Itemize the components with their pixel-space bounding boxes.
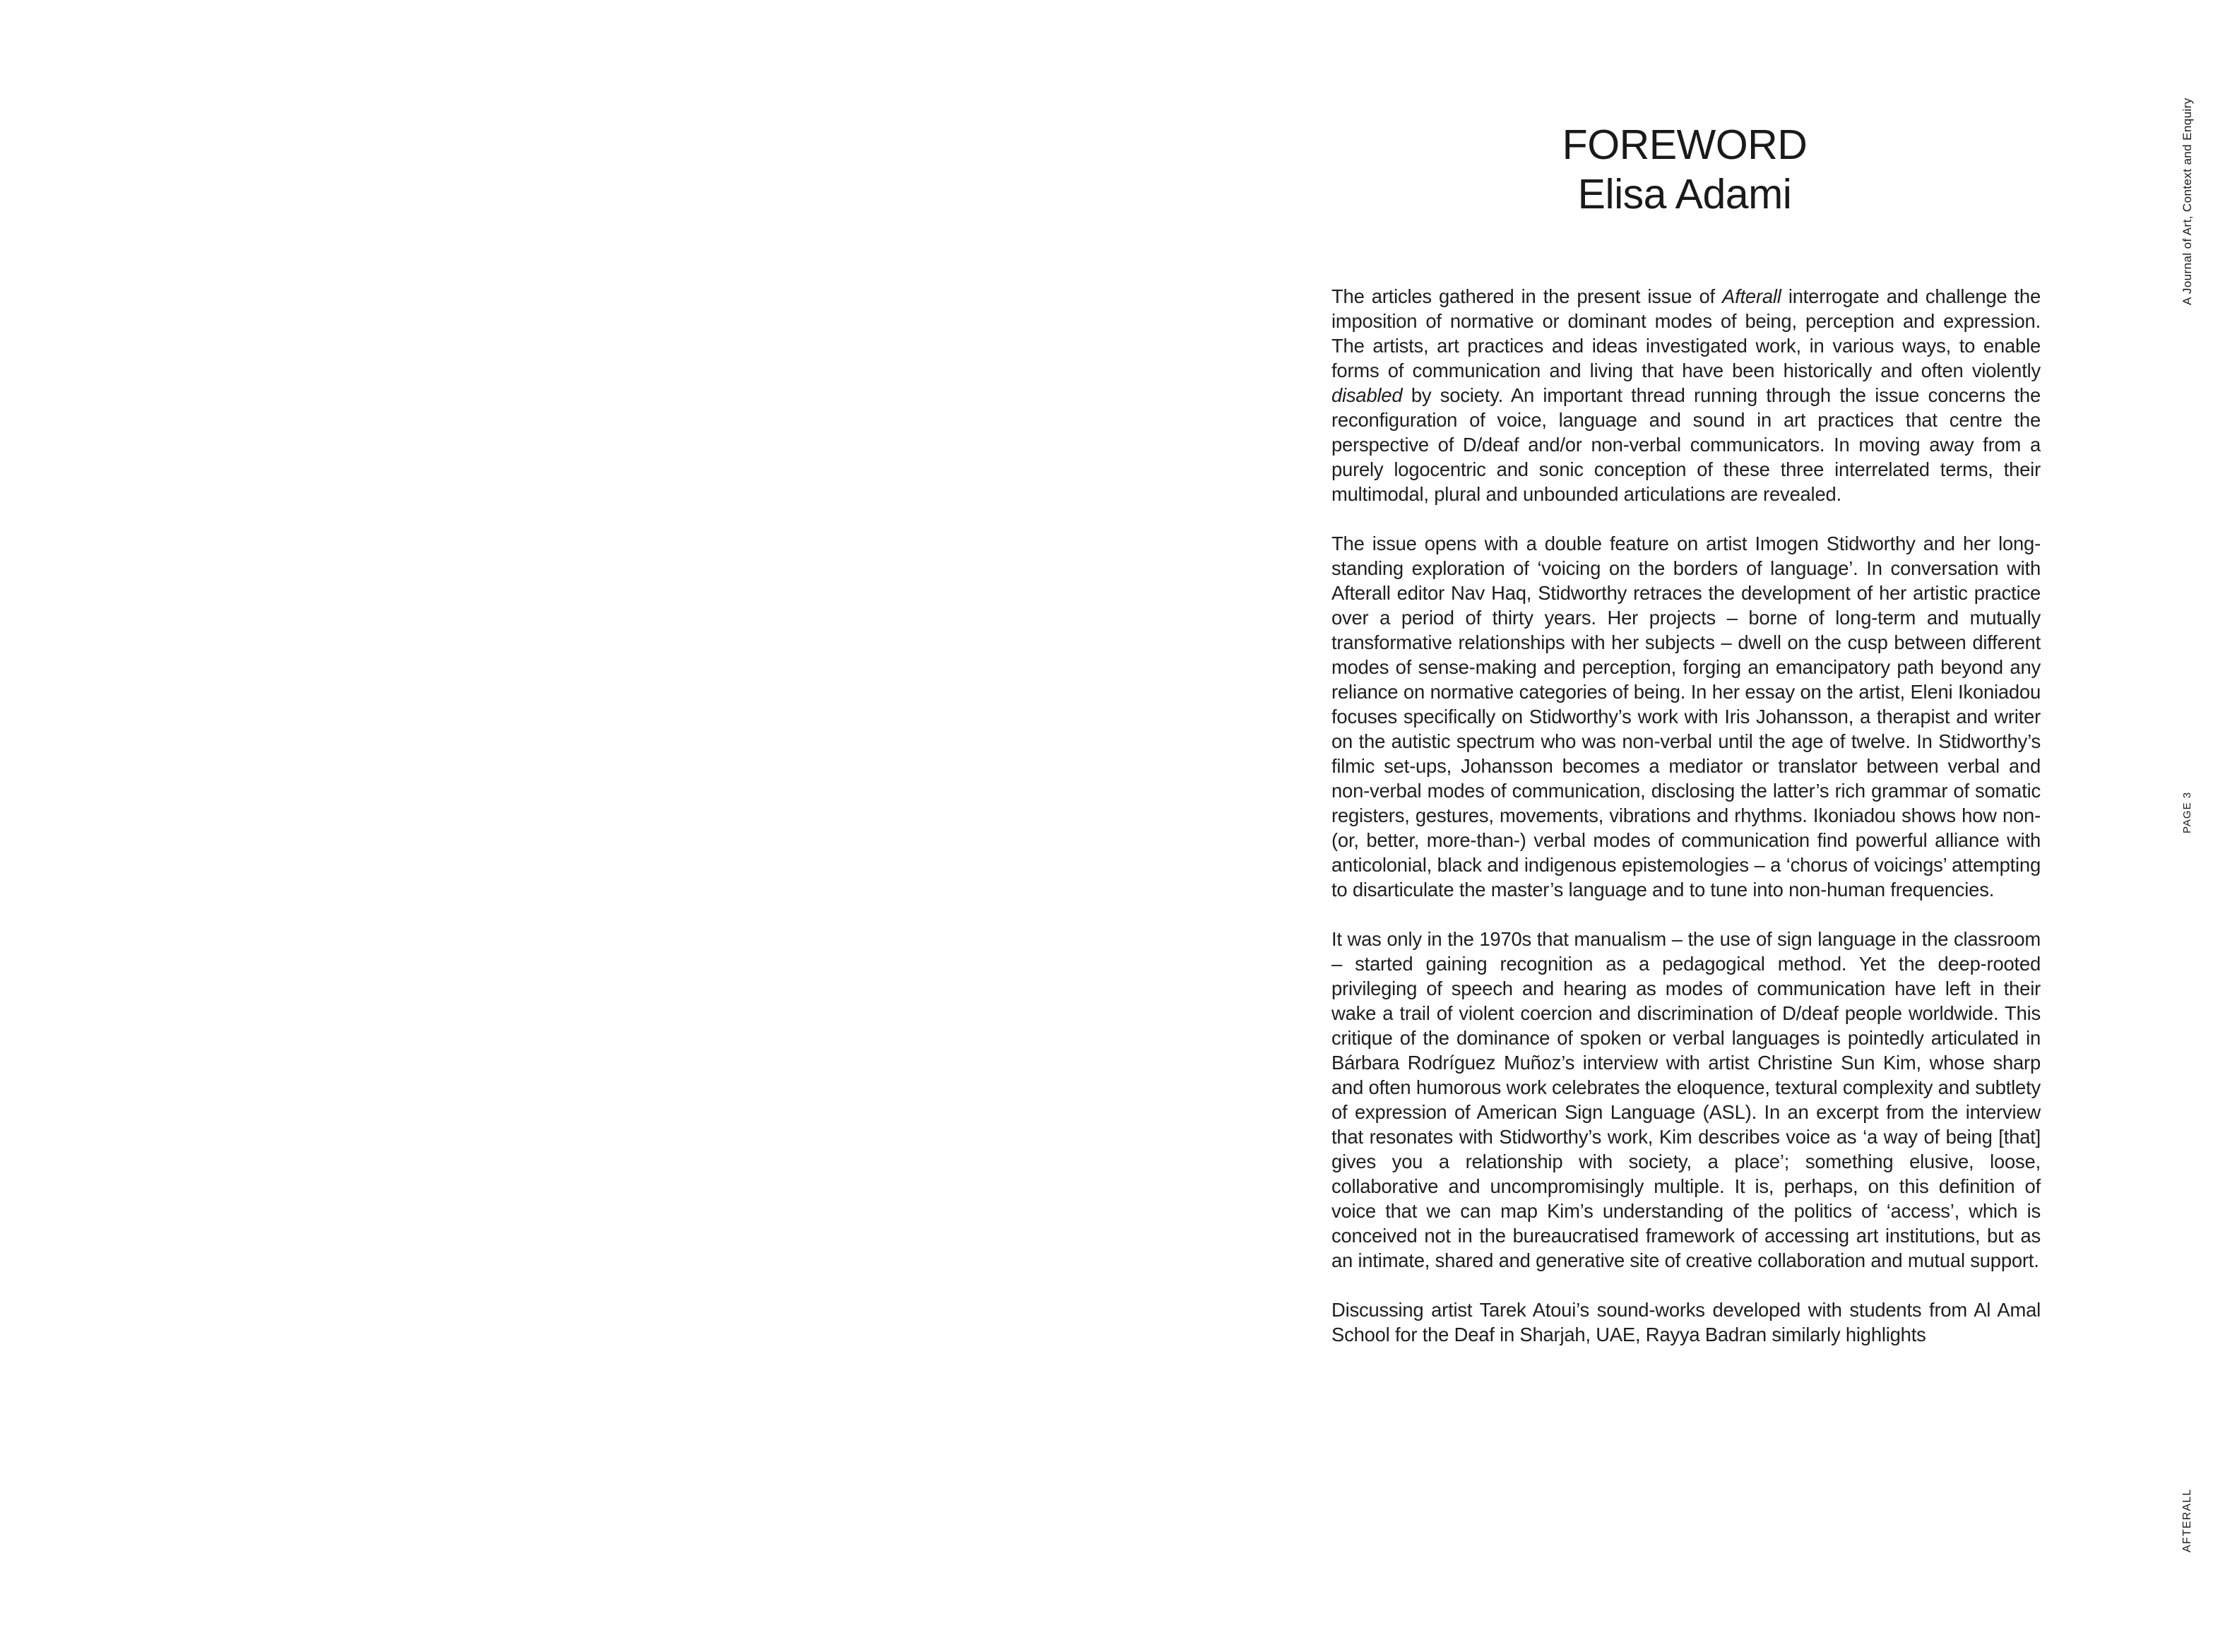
italic-afterall: Afterall (1722, 285, 1781, 307)
paragraph-1: The articles gathered in the present issue of Afterall interrogate and challenge the imposition of normative or dominant modes of being, perception and expression. The artists, art practices and ideas investigated work, in various ways, to enable forms of communication and living that have been historically and often violently disabled by society. An important thread running through the issue concerns the reconfiguration of voice, language and sound in art practices that centre the perspective of D/deaf and/or non-verbal communicators. In moving away from a purely logocentric and sonic conception of these three interrelated terms, their multimodal, plural and unbounded articulations are revealed. (1331, 285, 2041, 505)
article-body (1331, 284, 2041, 1372)
paragraph-3: It was only in the 1970s that manualism – the use of sign language in the classroom – started gaining recognition as a pedagogical method. Yet the deep-rooted privileging of speech and hearing as modes of communication have left in their wake a trail of violent coercion and discrimination of D/deaf people worldwide. This critique of the dominance of spoken or verbal languages is pointedly articulated in Bárbara Rodríguez Muñoz’s interview with artist Christine Sun Kim, whose sharp and often humorous work celebrates the eloquence, textural complexity and subtlety of expression of American Sign Language (ASL). In an excerpt from the interview that resonates with Stidworthy’s work, Kim describes voice as ‘a way of being [that] gives you a relationship with society, a place’; something elusive, loose, collaborative and uncompromisingly multiple. It is, perhaps, on this definition of voice that we can map Kim’s understanding of the politics of ‘access’, which is conceived not in the bureaucratised framework of accessing art institutions, but as an intimate, shared and generative site of creative collaboration and mutual support. (1331, 928, 2041, 1271)
running-head-journal: A Journal of Art, Context and Enquiry (2180, 97, 2194, 305)
article-title: FOREWORD (1562, 121, 1808, 168)
left-page-blank (0, 0, 1112, 1652)
article-heading (1328, 120, 2041, 219)
article-author: Elisa Adami (1577, 171, 1792, 218)
paragraph-4: Discussing artist Tarek Atoui’s sound-works developed with students from Al Amal School for the Deaf in Sharjah, UAE, Rayya Badran similarly highlights (1331, 1299, 2041, 1345)
italic-disabled: disabled (1331, 384, 1403, 406)
paragraph-2: The issue opens with a double feature on artist Imogen Stidworthy and her long-standing exploration of ‘voicing on the borders of language’. In conversation with Afterall editor Nav Haq, Stidworthy retraces the development of her artistic practice over a period of thirty years. Her projects – borne of long-term and mutually transformative relationships with her subjects – dwell on the cusp between different modes of sense-making and perception, forging an emancipatory path beyond any reliance on normative categories of being. In her essay on the artist, Eleni Ikoniadou focuses specifically on Stidworthy’s work with Iris Johansson, a therapist and writer on the autistic spectrum who was non-verbal until the age of twelve. In Stidworthy’s filmic set-ups, Johansson becomes a mediator or translator between verbal and non-verbal modes of communication, disclosing the latter’s rich grammar of somatic registers, gestures, movements, vibrations and rhythms. Ikoniadou shows how non- (or, better, more-than-) verbal modes of communication find powerful alliance with anticolonial, black and indigenous epistemologies – a ‘chorus of voicings’ attempting to disarticulate the master’s language and to tune into non-human frequencies. (1331, 533, 2041, 901)
publication-name: AFTERALL (2181, 1488, 2193, 1552)
page-number: PAGE 3 (2181, 791, 2193, 833)
